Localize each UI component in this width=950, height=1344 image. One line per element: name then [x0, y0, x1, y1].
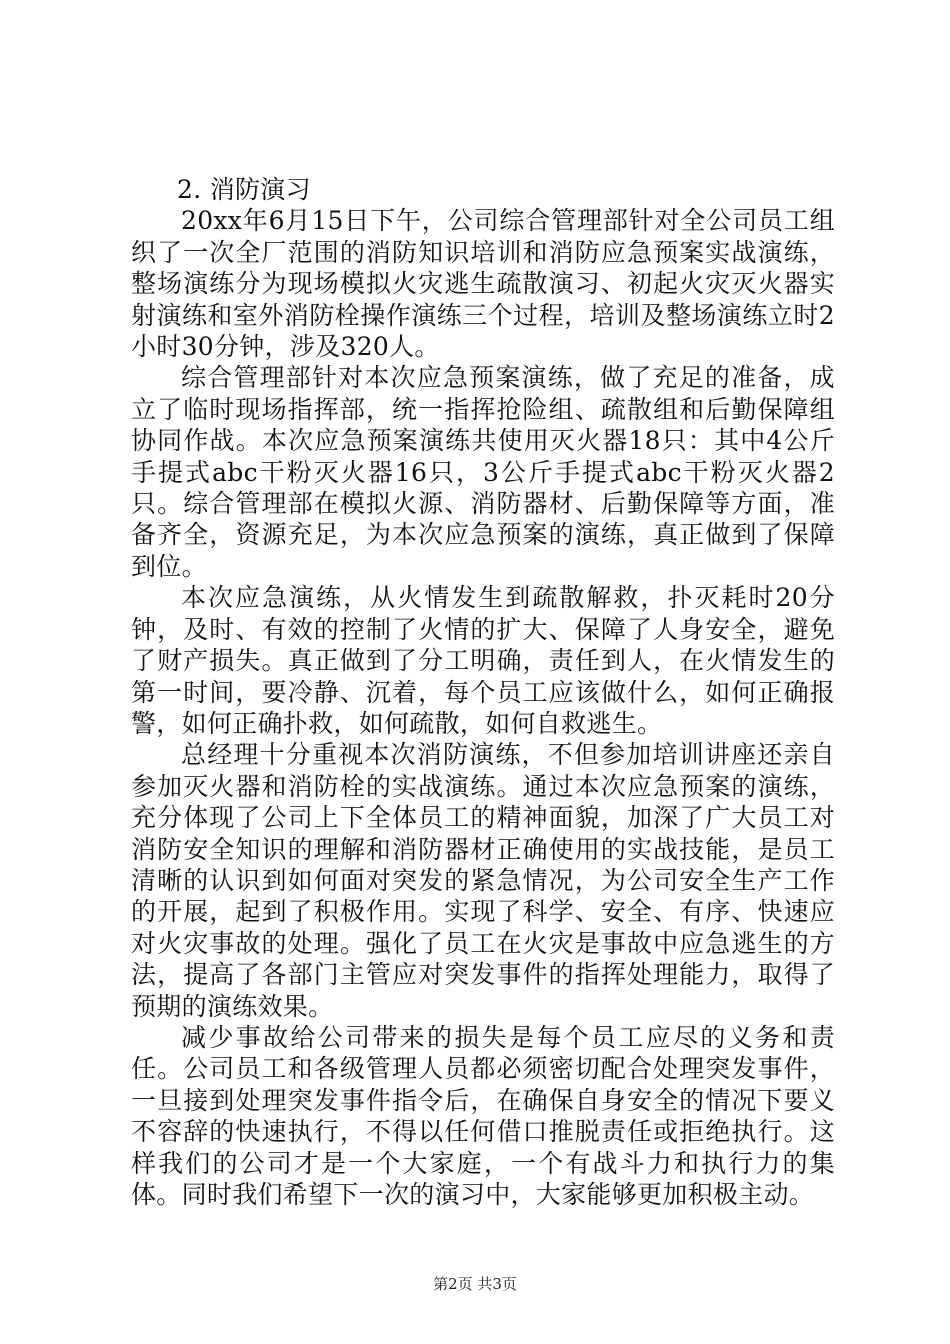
document-body — [131, 174, 835, 1210]
paragraph-conclusion: 减少事故给公司带来的损失是每个员工应尽的义务和责任。公司员工和各级管理人员都必须密切配合处理突发事件，一旦接到处理突发事件指令后，在确保自身安全的情况下要义不容辞的快速执行，不得以任何借口推脱责任或拒绝执行。这样我们的公司才是一个大家庭，一个有战斗力和执行力的集体。同时我们希望下一次的演习中，大家能够更加积极主动。 — [131, 1022, 835, 1209]
paragraph-management-attention: 总经理十分重视本次消防演练，不但参加培训讲座还亲自参加灭火器和消防栓的实战演练。通过本次应急预案的演练，充分体现了公司上下全体员工的精神面貌，加深了广大员工对消防安全知识的理解和消防器材正确使用的实战技能，是员工清晰的认识到如何面对突发的紧急情况，为公司安全生产工作的开展，起到了积极作用。实现了科学、安全、有序、快速应对火灾事故的处理。强化了员工在火灾是事故中应急逃生的方法，提高了各部门主管应对突发事件的指挥处理能力，取得了预期的演练效果。 — [131, 740, 835, 1021]
paragraph-drill-overview: 20xx年6月15日下午，公司综合管理部针对全公司员工组织了一次全厂范围的消防知识培训和消防应急预案实战演练，整场演练分为现场模拟火灾逃生疏散演习、初起火灾灭火器实射演练和室外消防栓操作演练三个过程，培训及整场演练立时2小时30分钟，涉及320人。 — [131, 206, 835, 362]
paragraph-preparation: 综合管理部针对本次应急预案演练，做了充足的准备，成立了临时现场指挥部，统一指挥抢险组、疏散组和后勤保障组协同作战。本次应急预案演练共使用灭火器18只：其中4公斤手提式abc干粉灭火器16只，3公斤手提式abc干粉灭火器2只。综合管理部在模拟火源、消防器材、后勤保障等方面，准备齐全，资源充足，为本次应急预案的演练，真正做到了保障到位。 — [131, 363, 835, 581]
paragraph-drill-result: 本次应急演练，从火情发生到疏散解救，扑灭耗时20分钟，及时、有效的控制了火情的扩大、保障了人身安全，避免了财产损失。真正做到了分工明确，责任到人，在火情发生的第一时间，要冷静、沉着，每个员工应该做什么，如何正确报警，如何正确扑救，如何疏散，如何自救逃生。 — [131, 583, 835, 738]
page-number-footer: 第2页 共3页 — [433, 1275, 517, 1293]
section-heading: 2. 消防演习 — [177, 175, 311, 204]
